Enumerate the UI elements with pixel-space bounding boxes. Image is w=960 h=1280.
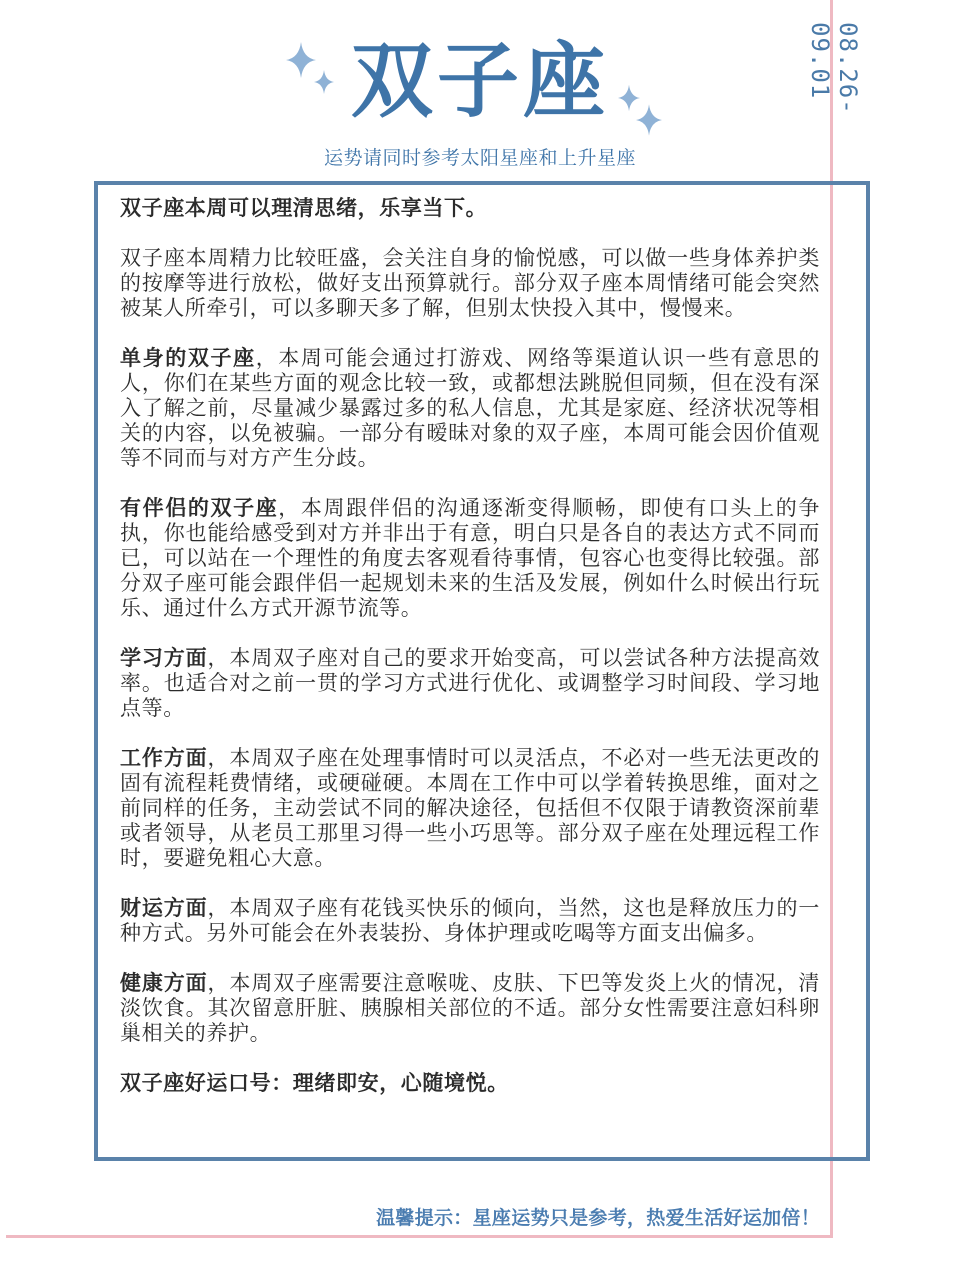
page-title: 双子座 <box>350 34 609 129</box>
section-wealth <box>120 896 820 946</box>
section-text: ，本周可能会通过打游戏、网络等渠道认识一些有意思的人，你们在某些方面的观念比较一致，或都想法跳脱但同频，但在没有深入了解之前，尽量减少暴露过多的私人信息，尤其是家庭、经济状况等相关的内容，以免被骗。一部分有暧昧对象的双子座，本周可能会因价值观等不同而与对方产生分歧。 <box>120 346 820 470</box>
section-study <box>120 646 820 721</box>
section-health <box>120 971 820 1046</box>
section-label: 工作方面 <box>120 746 208 770</box>
slogan: 双子座好运口号：理绪即安，心随境悦。 <box>120 1071 509 1095</box>
section-text: ，本周跟伴侣的沟通逐渐变得顺畅，即使有口头上的争执，你也能给感受到对方并非出于有意，明白只是各自的表达方式不同而已，可以站在一个理性的角度去客观看待事情，包容心也变得比较强。部分双子座可能会跟伴侣一起规划未来的生活及发展，例如什么时候出行玩乐、通过什么方式开源节流等。 <box>120 496 820 620</box>
page-subtitle: 运势请同时参考太阳星座和上升星座 <box>323 147 636 169</box>
section-work <box>120 746 820 871</box>
section-text: ，本周双子座需要注意喉咙、皮肤、下巴等发炎上火的情况，清淡饮食。其次留意肝脏、胰腺相关部位的不适。部分女性需要注意妇科卵巢相关的养护。 <box>120 971 820 1045</box>
section-text: ，本周双子座有花钱买快乐的倾向，当然，这也是释放压力的一种方式。另外可能会在外表装扮、身体护理或吃喝等方面支出偏多。 <box>120 896 820 945</box>
sparkle-icon <box>636 104 662 136</box>
footer-tip: 温馨提示：星座运势只是参考，热爱生活好运加倍！ <box>376 1207 820 1229</box>
section-label: 单身的双子座 <box>120 346 256 370</box>
section-label: 健康方面 <box>120 971 208 995</box>
intro-paragraph: 双子座本周精力比较旺盛，会关注自身的愉悦感，可以做一些身体养护类的按摩等进行放松，做好支出预算就行。部分双子座本周情绪可能会突然被某人所牵引，可以多聊天多了解，但别太快投入其中，慢慢来。 <box>120 246 820 320</box>
pink-horizontal-line <box>6 1235 833 1238</box>
section-text: ，本周双子座在处理事情时可以灵活点，不必对一些无法更改的固有流程耗费情绪，或硬碰硬。本周在工作中可以学着转换思维，面对之前同样的任务，主动尝试不同的解决途径，包括但不仅限于请教资深前辈或者领导，从老员工那里习得一些小巧思等。部分双子座在处理远程工作时，要避免粗心大意。 <box>120 746 820 870</box>
headline: 双子座本周可以理清思绪，乐享当下。 <box>120 196 488 220</box>
section-label: 财运方面 <box>120 896 208 920</box>
section-single <box>120 346 820 471</box>
section-label: 有伴侣的双子座 <box>120 496 279 520</box>
sparkle-icon <box>286 42 316 78</box>
date-range: 08.26-09.01 <box>806 22 862 115</box>
horoscope-content <box>120 196 820 1121</box>
section-text: ，本周双子座对自己的要求开始变高，可以尝试各种方法提高效率。也适合对之前一贯的学习方式进行优化、或调整学习时间段、学习地点等。 <box>120 646 820 720</box>
section-label: 学习方面 <box>120 646 208 670</box>
section-partnered <box>120 496 820 621</box>
